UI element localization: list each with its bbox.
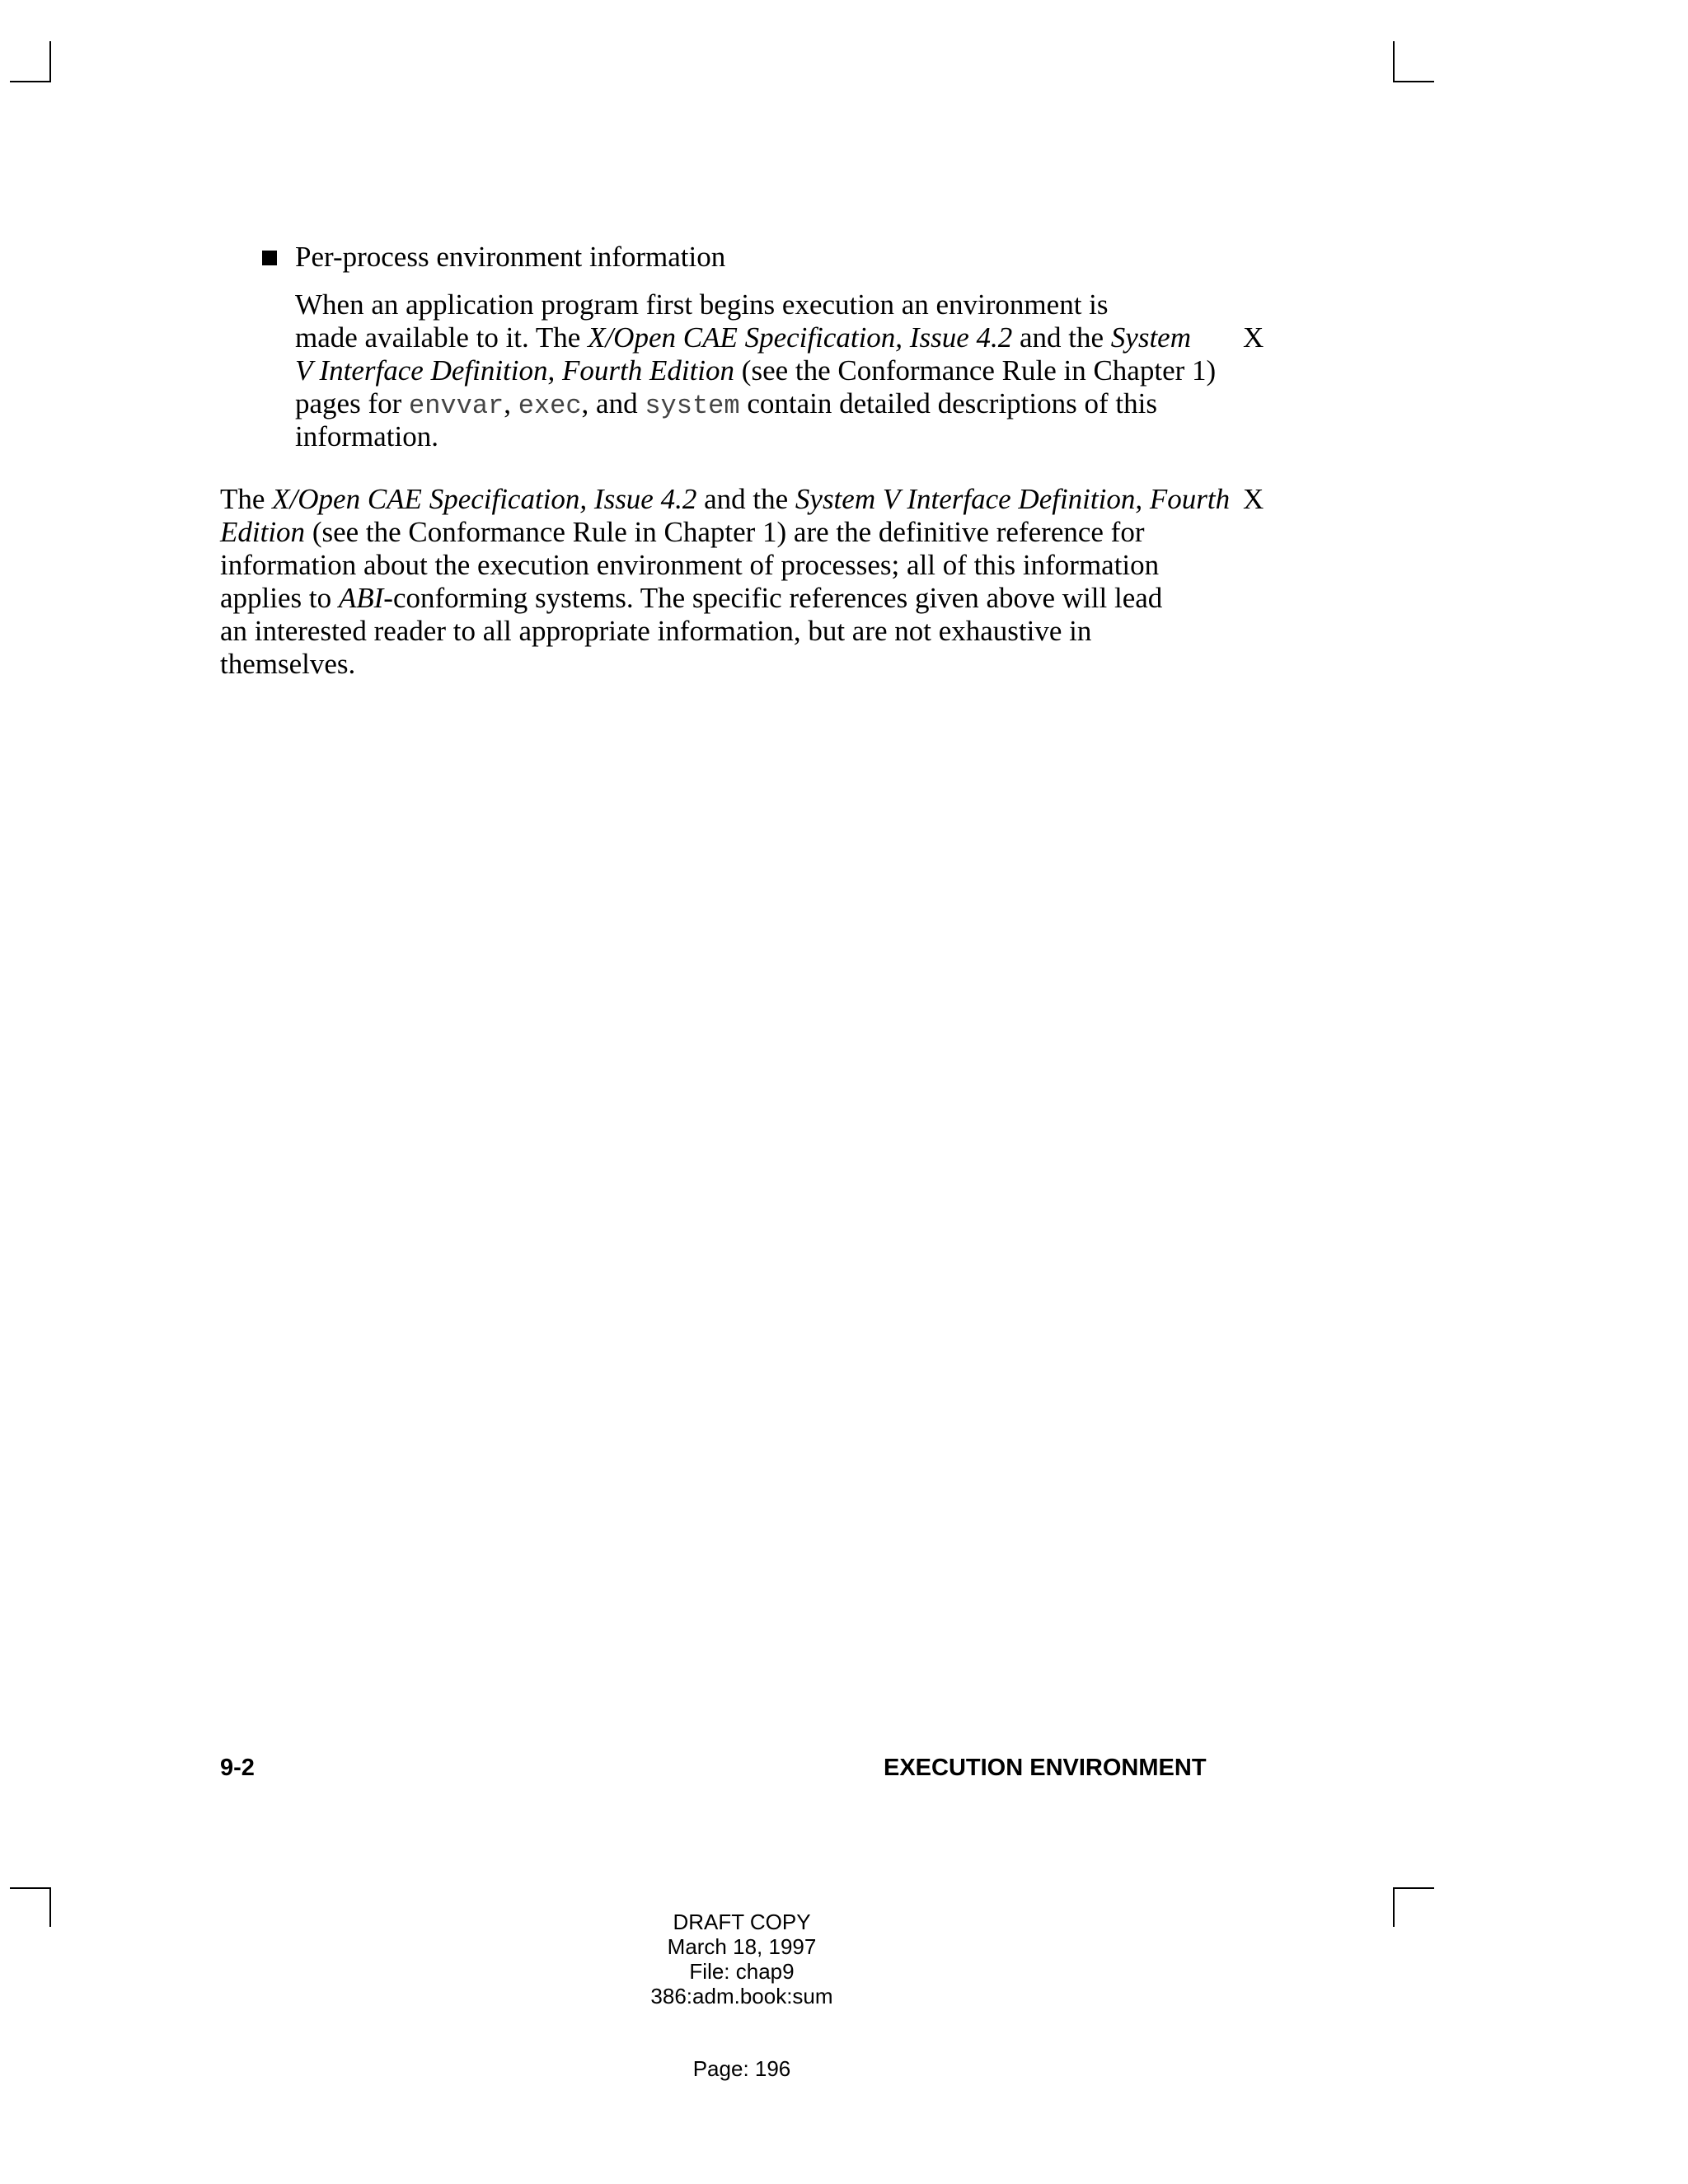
draft-page: Page: 196 [692, 2056, 791, 2081]
draft-label: DRAFT COPY [673, 1910, 811, 1934]
draft-book: 386:adm.book:sum [650, 1984, 833, 2008]
text-line: information. [295, 420, 438, 452]
change-mark: X [1243, 321, 1264, 354]
italic-text: Edition [220, 516, 306, 548]
text-line: When an application program first begins execution an environment is [295, 288, 1109, 321]
text-line: V Interface Definition, Fourth Edition (see the Conformance Rule in Chapter 1) [295, 354, 1217, 387]
draft-file: File: chap9 [689, 1959, 795, 1984]
italic-text: X/Open CAE Specification, Issue 4.2 [272, 483, 697, 515]
code-text: system [645, 391, 740, 421]
code-text: exec [518, 391, 582, 421]
italic-text: System V Interface Definition, Fourth [795, 483, 1231, 515]
crop-mark-bottom-left [49, 1887, 51, 1927]
crop-mark-top-left [49, 41, 51, 82]
bullet-square-icon [262, 251, 277, 265]
chapter-title: EXECUTION ENVIRONMENT [884, 1755, 1207, 1781]
italic-text: System [1110, 321, 1191, 354]
text-line: an interested reader to all appropriate information, but are not exhaustive in [220, 615, 1092, 647]
crop-mark-top-right [1393, 41, 1395, 82]
italic-text: V Interface Definition, Fourth Edition [295, 354, 735, 387]
text-line: applies to ABI-conforming systems. The specific references given above will lead [220, 582, 1163, 614]
page-number: 9-2 [220, 1755, 255, 1781]
crop-mark-bottom-right [1393, 1887, 1434, 1889]
text-line: Edition (see the Conformance Rule in Chapter 1) are the definitive reference for [220, 516, 1145, 548]
text-line: The X/Open CAE Specification, Issue 4.2 and the System V Interface Definition, Fourth [220, 483, 1231, 515]
text-line: made available to it. The X/Open CAE Specification, Issue 4.2 and the System [295, 321, 1191, 354]
italic-text: ABI [338, 582, 384, 614]
bullet-body-paragraph [295, 288, 1216, 453]
text-line: information about the execution environment of processes; all of this information [220, 549, 1160, 581]
crop-mark-bottom-left [10, 1887, 51, 1889]
italic-text: X/Open CAE Specification, Issue 4.2 [588, 321, 1013, 354]
code-text: envvar [409, 391, 504, 421]
body-paragraph [220, 483, 1230, 681]
text-line: themselves. [220, 648, 356, 680]
text-line: pages for envvar, exec, and system contain detailed descriptions of this [295, 387, 1157, 421]
change-mark: X [1243, 483, 1264, 515]
crop-mark-top-left [10, 81, 51, 82]
draft-date: March 18, 1997 [667, 1934, 817, 1959]
bullet-heading: Per-process environment information [295, 241, 726, 273]
crop-mark-top-right [1393, 81, 1434, 82]
crop-mark-bottom-right [1393, 1887, 1395, 1927]
